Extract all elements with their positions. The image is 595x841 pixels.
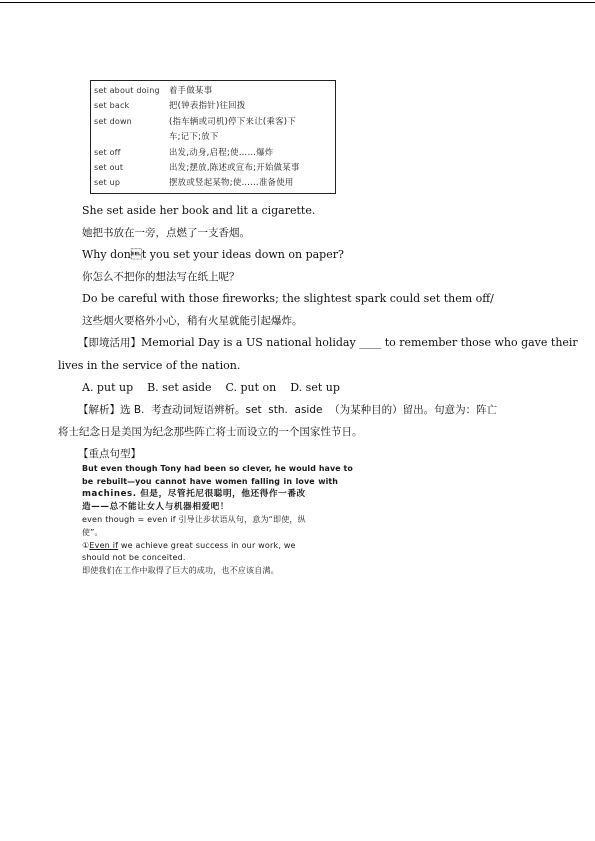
key-sentence-example-line — [82, 540, 338, 553]
key-sentence-excerpt — [82, 462, 353, 577]
phrase-row — [94, 175, 335, 190]
example-rest: we achieve great success in our work, we — [118, 540, 296, 550]
phrase-cell: set off — [94, 147, 121, 157]
example-1-cn: 她把书放在一旁，点燃了一支香烟。 — [82, 227, 250, 239]
exercise-question-text: Memorial Day is a US national holiday ____ to remember those who gave their — [141, 336, 578, 349]
analysis-line2: 将士纪念日是美国为纪念那些阵亡将士而设立的一个国家性节日。 — [58, 426, 363, 438]
phrase-row — [94, 83, 335, 98]
phrase-row — [94, 98, 335, 113]
key-sentence-line-2: be rebuilt—you cannot have women falling in love with — [82, 477, 338, 486]
key-sentence-line-3: machines. 但是，尽管托尼很聪明，他还得作一番改 — [82, 489, 306, 499]
phrase-cell — [94, 129, 169, 144]
analysis-line1: 【解析】选 B. 考查动词短语辨析。set sth. aside （为某种目的）留出。句意为：阵亡 — [78, 404, 498, 416]
header-rule — [0, 2, 595, 3]
example-3-en: Do be careful with those fireworks; the slightest spark could set them off/ — [82, 292, 494, 305]
phrase-cell: set down — [94, 116, 132, 126]
example-underlined-phrase: Even if — [89, 540, 119, 550]
key-sentence-note-2: 使”。 — [82, 528, 103, 537]
example-1-en: She set aside her book and lit a cigarette. — [82, 204, 316, 217]
key-sentence-line-1: But even though Tony had been so clever, he would have to — [82, 464, 353, 473]
meaning-cell: 着手做某事 — [169, 85, 213, 95]
example-2-en: Why dont you set your ideas down on paper? — [82, 248, 344, 261]
phrase-cell: set out — [94, 163, 124, 173]
meaning-cell: 出发;摆放,陈述或宣布;开始做某事 — [169, 162, 300, 173]
meaning-cell: 出发,动身,启程;使……爆炸 — [169, 146, 274, 157]
key-sentence-tag: 【重点句型】 — [78, 448, 141, 460]
phrase-cell: set up — [94, 178, 121, 188]
phrase-cell: set back — [94, 101, 130, 111]
key-sentence-line-4: 造——总不能让女人与机器相爱吧！ — [82, 502, 230, 513]
phrase-row — [94, 114, 335, 129]
meaning-cell: 车;记下;放下 — [169, 131, 219, 142]
meaning-cell: 把(钟表指针)往回拨 — [169, 100, 246, 111]
key-sentence-example-line-2: should not be conceited. — [82, 553, 186, 563]
example-3-cn: 这些烟火要格外小心，稍有火星就能引起爆炸。 — [82, 315, 303, 327]
phrase-row — [94, 160, 335, 175]
meaning-cell: 摆放或竖起某物;使……准备使用 — [169, 177, 294, 188]
key-sentence-note-1: even though = even if 引导让步状语从句，意为“即使，纵 — [82, 515, 306, 525]
exercise-tag: 【即境活用】 — [78, 337, 141, 349]
phrase-cell: set about doing — [94, 86, 160, 95]
exercise-question-line2: lives in the service of the nation. — [58, 359, 241, 372]
phrase-row — [94, 145, 335, 160]
meaning-cell: (指车辆或司机)停下来让(乘客)下 — [169, 115, 297, 126]
exercise-options: A. put up B. set aside C. put on D. set up — [82, 381, 340, 394]
key-sentence-example-cn: 即使我们在工作中取得了巨大的成功，也不应该自满。 — [82, 565, 279, 575]
example-marker: ① — [82, 540, 90, 550]
phrase-row — [94, 129, 335, 144]
example-2-cn: 你怎么不把你的想法写在纸上呢？ — [82, 271, 240, 283]
phrase-table — [90, 80, 336, 194]
exercise-question-line1 — [78, 336, 578, 350]
